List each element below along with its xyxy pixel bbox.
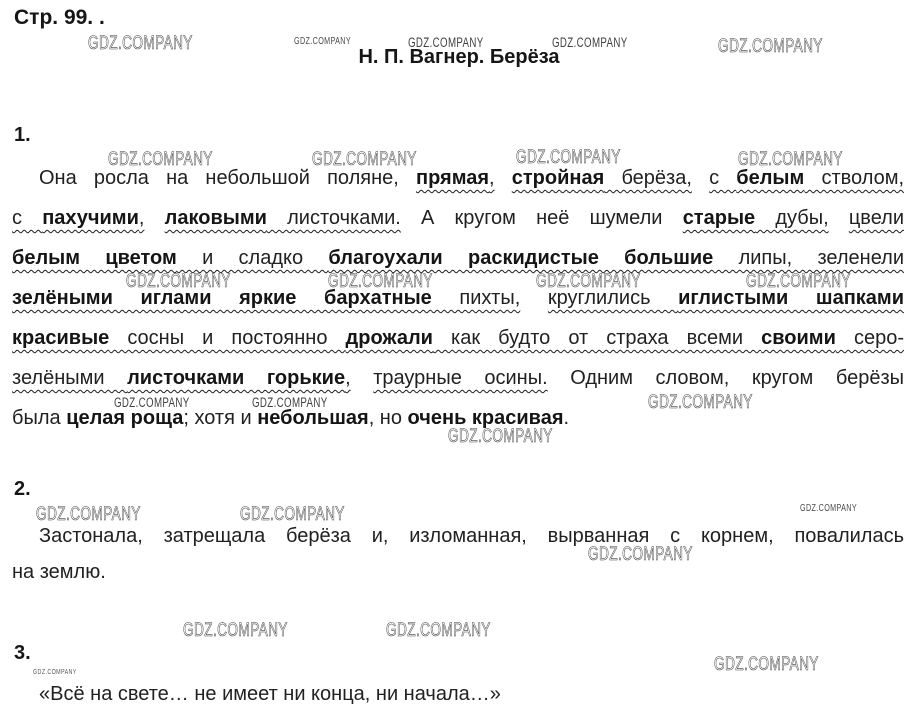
wavy-underlined-run bbox=[683, 207, 829, 229]
watermark: GDZ.COMPANY bbox=[718, 36, 823, 57]
bold-text: благоухали раскидистые большие bbox=[328, 247, 714, 269]
watermark: GDZ.COMPANY bbox=[183, 620, 288, 641]
text-run bbox=[692, 167, 709, 189]
watermark: GDZ.COMPANY bbox=[552, 35, 628, 50]
plain-text: , bbox=[489, 167, 495, 189]
plain-text bbox=[495, 167, 512, 189]
text-line bbox=[12, 554, 904, 590]
plain-text: цвели bbox=[848, 207, 904, 229]
text-line bbox=[12, 198, 904, 238]
plain-text: берёза, bbox=[604, 167, 692, 189]
wavy-underlined-run bbox=[12, 247, 904, 269]
section-1-number: 1. bbox=[14, 124, 31, 146]
watermark: GDZ.COMPANY bbox=[408, 35, 484, 50]
watermark: GDZ.COMPANY bbox=[714, 654, 819, 675]
watermark: GDZ.COMPANY bbox=[240, 504, 345, 525]
watermark: GDZ.COMPANY bbox=[328, 271, 433, 292]
watermark: GDZ.COMPANY bbox=[648, 392, 753, 413]
plain-text: зелёными bbox=[12, 367, 128, 389]
plain-text: , bbox=[345, 367, 351, 389]
wavy-underlined-run bbox=[512, 167, 692, 189]
plain-text: «Всё на свете… не имеет ни конца, ни начала…» bbox=[39, 683, 501, 705]
watermark: GDZ.COMPANY bbox=[252, 395, 328, 410]
watermark: GDZ.COMPANY bbox=[114, 395, 190, 410]
bold-text: небольшая bbox=[257, 407, 369, 429]
section-3-text bbox=[12, 676, 904, 712]
section-2-number: 2. bbox=[14, 478, 31, 500]
watermark: GDZ.COMPANY bbox=[516, 147, 621, 168]
watermark: GDZ.COMPANY bbox=[800, 503, 858, 514]
text-run bbox=[12, 561, 106, 583]
plain-text: , но bbox=[368, 407, 408, 429]
section-3-number: 3. bbox=[14, 642, 31, 664]
watermark: GDZ.COMPANY bbox=[588, 544, 693, 565]
watermark: GDZ.COMPANY bbox=[36, 504, 141, 525]
plain-text: траурные осины. bbox=[373, 367, 548, 389]
plain-text: липы, зеленели bbox=[713, 247, 905, 269]
plain-text: с bbox=[12, 207, 43, 229]
plain-text: пихты, bbox=[431, 287, 521, 309]
wavy-underlined-run bbox=[416, 167, 495, 189]
plain-text: Она росла на небольшой поляне, bbox=[39, 167, 416, 189]
bold-text: листочками горькие bbox=[127, 367, 346, 389]
text-line bbox=[12, 518, 904, 554]
text-run bbox=[144, 207, 164, 229]
bold-text: прямая bbox=[415, 167, 490, 189]
text-run bbox=[548, 367, 904, 389]
watermark: GDZ.COMPANY bbox=[536, 271, 641, 292]
plain-text bbox=[351, 367, 374, 389]
text-run bbox=[39, 683, 501, 705]
bold-text: красивые bbox=[12, 327, 110, 349]
bold-text: белым bbox=[736, 167, 805, 189]
text-run bbox=[829, 207, 849, 229]
plain-text: стволом, bbox=[804, 167, 905, 189]
plain-text: , bbox=[138, 207, 145, 229]
wavy-underlined-run bbox=[12, 287, 520, 309]
wavy-underlined-run bbox=[12, 367, 351, 389]
wavy-underlined-run bbox=[12, 207, 144, 229]
text-line bbox=[12, 676, 904, 712]
bold-text: белым цветом bbox=[12, 247, 177, 269]
plain-text: дубы, bbox=[755, 207, 829, 229]
watermark: GDZ.COMPANY bbox=[294, 36, 352, 47]
bold-text: дрожали bbox=[345, 327, 433, 349]
plain-text bbox=[144, 207, 164, 229]
document-title: Н. П. Вагнер. Берёза bbox=[358, 46, 560, 68]
plain-text: и сладко bbox=[176, 247, 329, 269]
text-run bbox=[401, 207, 683, 229]
bold-text: старые bbox=[682, 207, 756, 229]
watermark: GDZ.COMPANY bbox=[448, 426, 553, 447]
watermark: GDZ.COMPANY bbox=[746, 271, 851, 292]
page-number-header: Стр. 99. . bbox=[14, 6, 105, 29]
watermark: GDZ.COMPANY bbox=[738, 149, 843, 170]
bold-text: целая роща bbox=[66, 407, 184, 429]
watermark: GDZ.COMPANY bbox=[312, 149, 417, 170]
text-run bbox=[351, 367, 374, 389]
plain-text bbox=[692, 167, 709, 189]
plain-text: Одним словом, кругом берёзы bbox=[547, 367, 904, 389]
watermark: GDZ.COMPANY bbox=[108, 149, 213, 170]
plain-text: . bbox=[563, 407, 570, 429]
plain-text: А кругом неё шумели bbox=[400, 207, 683, 229]
text-run bbox=[495, 167, 512, 189]
text-line bbox=[12, 358, 904, 398]
section-2-text bbox=[12, 518, 904, 590]
plain-text: на землю. bbox=[12, 561, 106, 583]
text-line bbox=[12, 318, 904, 358]
watermark: GDZ.COMPANY bbox=[126, 271, 231, 292]
bold-text: зелёными иглами яркие бархатные bbox=[12, 287, 432, 309]
plain-text: сосны и постоянно bbox=[109, 327, 346, 349]
plain-text: ; хотя и bbox=[183, 407, 258, 429]
plain-text: круглились bbox=[547, 287, 679, 309]
plain-text: Застонала, затрещала берёза и, изломанная, вырванная с корнем, повалилась bbox=[39, 525, 904, 547]
plain-text: была bbox=[12, 407, 67, 429]
bold-text: пахучими bbox=[42, 207, 139, 229]
wavy-underlined-run bbox=[849, 207, 904, 229]
bold-text: своими bbox=[761, 327, 836, 349]
bold-text: иглистыми шапками bbox=[678, 287, 905, 309]
watermark: GDZ.COMPANY bbox=[386, 620, 491, 641]
plain-text: с bbox=[709, 167, 737, 189]
wavy-underlined-run bbox=[165, 207, 401, 229]
watermark: GDZ.COMPANY bbox=[88, 33, 193, 54]
plain-text: листочками. bbox=[266, 207, 401, 229]
wavy-underlined-run bbox=[373, 367, 547, 389]
plain-text: как будто от страха всеми bbox=[432, 327, 762, 349]
plain-text: серо- bbox=[835, 327, 904, 349]
wavy-underlined-run bbox=[12, 327, 904, 349]
bold-text: стройная bbox=[511, 167, 605, 189]
watermark: GDZ.COMPANY bbox=[33, 667, 77, 676]
bold-text: лаковыми bbox=[164, 207, 267, 229]
bold-text: очень красивая bbox=[407, 407, 564, 429]
text-run bbox=[39, 525, 904, 547]
plain-text bbox=[829, 207, 849, 229]
